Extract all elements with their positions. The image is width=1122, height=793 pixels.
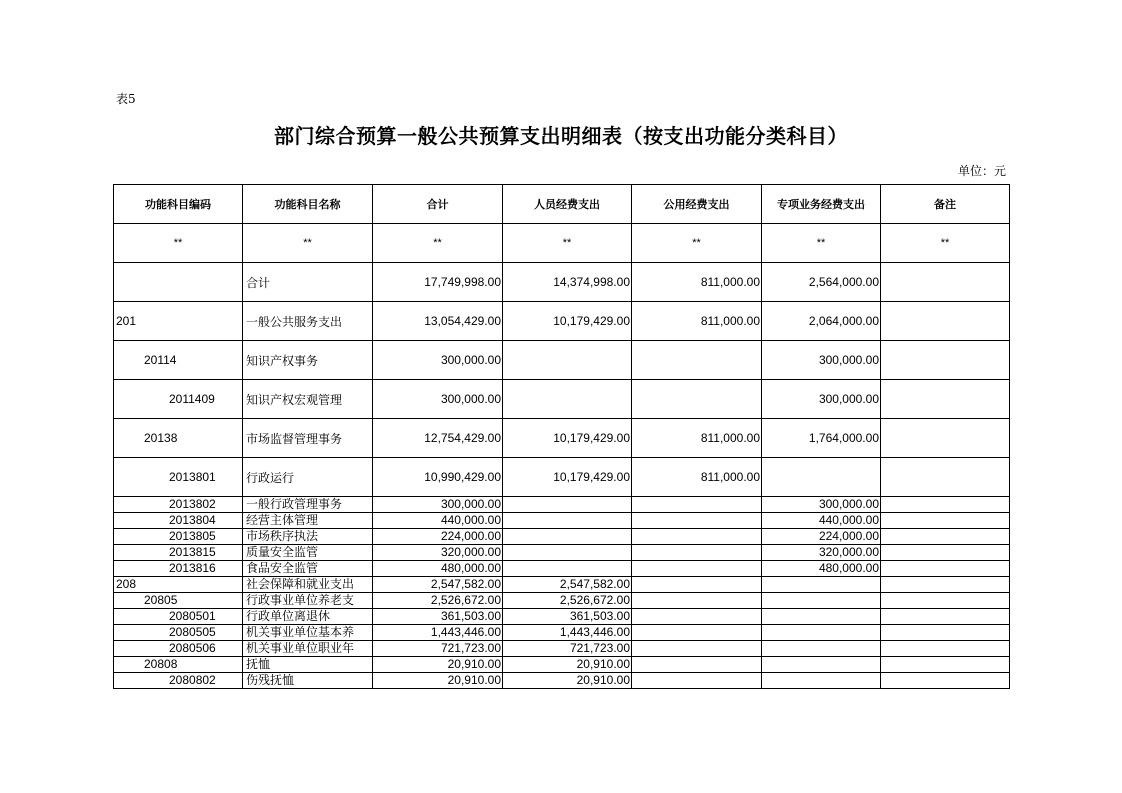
name-cell: 行政事业单位养老支 bbox=[243, 593, 373, 609]
placeholder-cell: ** bbox=[503, 224, 632, 263]
name-cell: 质量安全监管 bbox=[243, 545, 373, 561]
code-cell bbox=[114, 263, 243, 302]
table-row bbox=[114, 380, 1010, 419]
name-cell: 知识产权事务 bbox=[243, 341, 373, 380]
total-cell: 320,000.00 bbox=[373, 545, 503, 561]
table-row bbox=[114, 497, 1010, 513]
personnel-cell: 721,723.00 bbox=[503, 641, 632, 657]
table-row bbox=[114, 641, 1010, 657]
table-row bbox=[114, 529, 1010, 545]
special-cell: 320,000.00 bbox=[762, 545, 881, 561]
note-cell bbox=[881, 458, 1010, 497]
table-row bbox=[114, 419, 1010, 458]
public-cell bbox=[632, 561, 762, 577]
placeholder-cell: ** bbox=[762, 224, 881, 263]
placeholder-cell: ** bbox=[881, 224, 1010, 263]
personnel-cell: 1,443,446.00 bbox=[503, 625, 632, 641]
special-cell: 480,000.00 bbox=[762, 561, 881, 577]
code-cell: 2080501 bbox=[114, 609, 243, 625]
public-cell bbox=[632, 641, 762, 657]
public-cell bbox=[632, 593, 762, 609]
table-row bbox=[114, 513, 1010, 529]
note-cell bbox=[881, 497, 1010, 513]
public-cell: 811,000.00 bbox=[632, 263, 762, 302]
special-cell bbox=[762, 609, 881, 625]
header-row bbox=[114, 185, 1010, 224]
public-cell bbox=[632, 380, 762, 419]
personnel-cell: 10,179,429.00 bbox=[503, 302, 632, 341]
total-cell: 17,749,998.00 bbox=[373, 263, 503, 302]
table-number: 表5 bbox=[116, 92, 136, 106]
note-cell bbox=[881, 529, 1010, 545]
table-row bbox=[114, 263, 1010, 302]
total-cell: 2,547,582.00 bbox=[373, 577, 503, 593]
name-cell: 市场秩序执法 bbox=[243, 529, 373, 545]
code-cell: 2013805 bbox=[114, 529, 243, 545]
code-cell: 20805 bbox=[114, 593, 243, 609]
name-cell: 机关事业单位基本养 bbox=[243, 625, 373, 641]
note-cell bbox=[881, 561, 1010, 577]
note-cell bbox=[881, 673, 1010, 689]
note-cell bbox=[881, 657, 1010, 673]
code-cell: 2013801 bbox=[114, 458, 243, 497]
public-cell bbox=[632, 657, 762, 673]
public-cell: 811,000.00 bbox=[632, 302, 762, 341]
name-cell: 机关事业单位职业年 bbox=[243, 641, 373, 657]
public-cell bbox=[632, 577, 762, 593]
special-cell: 2,064,000.00 bbox=[762, 302, 881, 341]
total-cell: 12,754,429.00 bbox=[373, 419, 503, 458]
total-cell: 440,000.00 bbox=[373, 513, 503, 529]
note-cell bbox=[881, 513, 1010, 529]
code-cell: 2080505 bbox=[114, 625, 243, 641]
total-cell: 480,000.00 bbox=[373, 561, 503, 577]
header-cell: 合计 bbox=[373, 185, 503, 224]
header-cell: 专项业务经费支出 bbox=[762, 185, 881, 224]
note-cell bbox=[881, 302, 1010, 341]
note-cell bbox=[881, 577, 1010, 593]
table-row bbox=[114, 593, 1010, 609]
public-cell bbox=[632, 513, 762, 529]
page-title: 部门综合预算一般公共预算支出明细表（按支出功能分类科目） bbox=[274, 124, 848, 148]
note-cell bbox=[881, 641, 1010, 657]
placeholder-cell: ** bbox=[114, 224, 243, 263]
personnel-cell bbox=[503, 380, 632, 419]
special-cell: 300,000.00 bbox=[762, 341, 881, 380]
placeholder-row bbox=[114, 224, 1010, 263]
name-cell: 行政单位离退休 bbox=[243, 609, 373, 625]
personnel-cell: 10,179,429.00 bbox=[503, 419, 632, 458]
code-cell: 2011409 bbox=[114, 380, 243, 419]
table-row bbox=[114, 625, 1010, 641]
special-cell bbox=[762, 625, 881, 641]
note-cell bbox=[881, 263, 1010, 302]
special-cell bbox=[762, 577, 881, 593]
name-cell: 合计 bbox=[243, 263, 373, 302]
code-cell: 201 bbox=[114, 302, 243, 341]
name-cell: 抚恤 bbox=[243, 657, 373, 673]
code-cell: 20808 bbox=[114, 657, 243, 673]
special-cell: 1,764,000.00 bbox=[762, 419, 881, 458]
special-cell: 300,000.00 bbox=[762, 497, 881, 513]
personnel-cell: 361,503.00 bbox=[503, 609, 632, 625]
name-cell: 行政运行 bbox=[243, 458, 373, 497]
special-cell bbox=[762, 673, 881, 689]
name-cell: 经营主体管理 bbox=[243, 513, 373, 529]
name-cell: 市场监督管理事务 bbox=[243, 419, 373, 458]
note-cell bbox=[881, 419, 1010, 458]
total-cell: 20,910.00 bbox=[373, 657, 503, 673]
name-cell: 伤残抚恤 bbox=[243, 673, 373, 689]
header-cell: 功能科目名称 bbox=[243, 185, 373, 224]
note-cell bbox=[881, 341, 1010, 380]
personnel-cell: 2,526,672.00 bbox=[503, 593, 632, 609]
special-cell: 440,000.00 bbox=[762, 513, 881, 529]
personnel-cell bbox=[503, 513, 632, 529]
personnel-cell: 20,910.00 bbox=[503, 657, 632, 673]
public-cell bbox=[632, 673, 762, 689]
personnel-cell bbox=[503, 497, 632, 513]
total-cell: 300,000.00 bbox=[373, 497, 503, 513]
total-cell: 20,910.00 bbox=[373, 673, 503, 689]
personnel-cell: 20,910.00 bbox=[503, 673, 632, 689]
code-cell: 2080506 bbox=[114, 641, 243, 657]
public-cell: 811,000.00 bbox=[632, 419, 762, 458]
table-row bbox=[114, 657, 1010, 673]
placeholder-cell: ** bbox=[373, 224, 503, 263]
name-cell: 一般公共服务支出 bbox=[243, 302, 373, 341]
public-cell bbox=[632, 341, 762, 380]
personnel-cell: 14,374,998.00 bbox=[503, 263, 632, 302]
special-cell bbox=[762, 641, 881, 657]
personnel-cell: 2,547,582.00 bbox=[503, 577, 632, 593]
placeholder-cell: ** bbox=[632, 224, 762, 263]
total-cell: 721,723.00 bbox=[373, 641, 503, 657]
budget-table bbox=[113, 184, 1010, 689]
public-cell bbox=[632, 529, 762, 545]
name-cell: 一般行政管理事务 bbox=[243, 497, 373, 513]
table-row bbox=[114, 302, 1010, 341]
name-cell: 社会保障和就业支出 bbox=[243, 577, 373, 593]
personnel-cell: 10,179,429.00 bbox=[503, 458, 632, 497]
table-row bbox=[114, 458, 1010, 497]
special-cell bbox=[762, 593, 881, 609]
placeholder-cell: ** bbox=[243, 224, 373, 263]
public-cell: 811,000.00 bbox=[632, 458, 762, 497]
code-cell: 20138 bbox=[114, 419, 243, 458]
header-cell: 功能科目编码 bbox=[114, 185, 243, 224]
special-cell: 224,000.00 bbox=[762, 529, 881, 545]
header-cell: 人员经费支出 bbox=[503, 185, 632, 224]
total-cell: 224,000.00 bbox=[373, 529, 503, 545]
personnel-cell bbox=[503, 341, 632, 380]
public-cell bbox=[632, 609, 762, 625]
personnel-cell bbox=[503, 545, 632, 561]
code-cell: 20114 bbox=[114, 341, 243, 380]
code-cell: 208 bbox=[114, 577, 243, 593]
total-cell: 10,990,429.00 bbox=[373, 458, 503, 497]
table-row bbox=[114, 561, 1010, 577]
header-cell: 公用经费支出 bbox=[632, 185, 762, 224]
header-cell: 备注 bbox=[881, 185, 1010, 224]
table-row bbox=[114, 341, 1010, 380]
public-cell bbox=[632, 497, 762, 513]
code-cell: 2013815 bbox=[114, 545, 243, 561]
special-cell: 2,564,000.00 bbox=[762, 263, 881, 302]
code-cell: 2013816 bbox=[114, 561, 243, 577]
note-cell bbox=[881, 380, 1010, 419]
table-row bbox=[114, 545, 1010, 561]
table-row bbox=[114, 577, 1010, 593]
note-cell bbox=[881, 593, 1010, 609]
note-cell bbox=[881, 545, 1010, 561]
personnel-cell bbox=[503, 529, 632, 545]
total-cell: 13,054,429.00 bbox=[373, 302, 503, 341]
note-cell bbox=[881, 609, 1010, 625]
special-cell: 300,000.00 bbox=[762, 380, 881, 419]
total-cell: 300,000.00 bbox=[373, 341, 503, 380]
name-cell: 食品安全监管 bbox=[243, 561, 373, 577]
code-cell: 2080802 bbox=[114, 673, 243, 689]
note-cell bbox=[881, 625, 1010, 641]
table-row bbox=[114, 609, 1010, 625]
total-cell: 361,503.00 bbox=[373, 609, 503, 625]
table-row bbox=[114, 673, 1010, 689]
special-cell bbox=[762, 458, 881, 497]
code-cell: 2013802 bbox=[114, 497, 243, 513]
total-cell: 1,443,446.00 bbox=[373, 625, 503, 641]
name-cell: 知识产权宏观管理 bbox=[243, 380, 373, 419]
code-cell: 2013804 bbox=[114, 513, 243, 529]
unit-label: 单位：元 bbox=[958, 164, 1007, 178]
public-cell bbox=[632, 625, 762, 641]
public-cell bbox=[632, 545, 762, 561]
personnel-cell bbox=[503, 561, 632, 577]
total-cell: 2,526,672.00 bbox=[373, 593, 503, 609]
total-cell: 300,000.00 bbox=[373, 380, 503, 419]
special-cell bbox=[762, 657, 881, 673]
